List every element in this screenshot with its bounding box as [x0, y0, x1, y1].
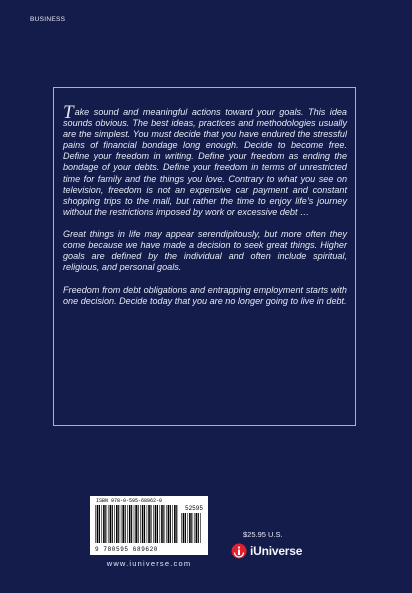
publisher-logo-icon [231, 543, 247, 559]
barcode-price-code: 52595 [184, 505, 203, 512]
blurb-paragraph-2: Great things in life may appear serendipitously, but more often they come because we have made a decision to seek great things. Higher goals are defined by the individual and often include spiritual, religious, and personal goals. [63, 229, 347, 273]
blurb-dropcap: T [63, 102, 74, 123]
blurb-paragraph-3: Freedom from debt obligations and entrapping employment starts with one decision. Decide today that you are no longer going to live in debt. [63, 284, 347, 306]
category-label: BUSINESS [30, 16, 66, 23]
blurb-text [63, 102, 347, 318]
price-label: $25.95 U.S. [243, 530, 283, 539]
isbn-text: ISBN 978-0-595-68962-0 [96, 498, 163, 504]
barcode-bars [95, 505, 179, 543]
barcode-digits: 9 780595 689620 [95, 546, 159, 553]
publisher-website: www.iuniverse.com [106, 559, 192, 568]
barcode-addon-bars [181, 513, 203, 543]
blurb-paragraph-1 [63, 102, 347, 218]
publisher-mark [231, 541, 302, 561]
blurb-paragraph-1-text: ake sound and meaningful actions toward your goals. This idea sounds obvious. The best ideas, practices and methodologies usually are the simplest. You must decide that you have endured the stressful pains of financial bondage long enough. Decide to become free. Define your freedom in writing. Define your freedom as ending the bondage of your debts. Define your freedom in terms of unrestricted time for family and the things you love. Contrary to what you see on television, freedom is not an expensive car payment and constant shopping trips to the mall, but rather the time to enjoy life’s journey without the restrictions imposed by work or excessive debt … [63, 107, 347, 217]
isbn-barcode [90, 496, 208, 555]
publisher-name: iUniverse [250, 544, 303, 558]
